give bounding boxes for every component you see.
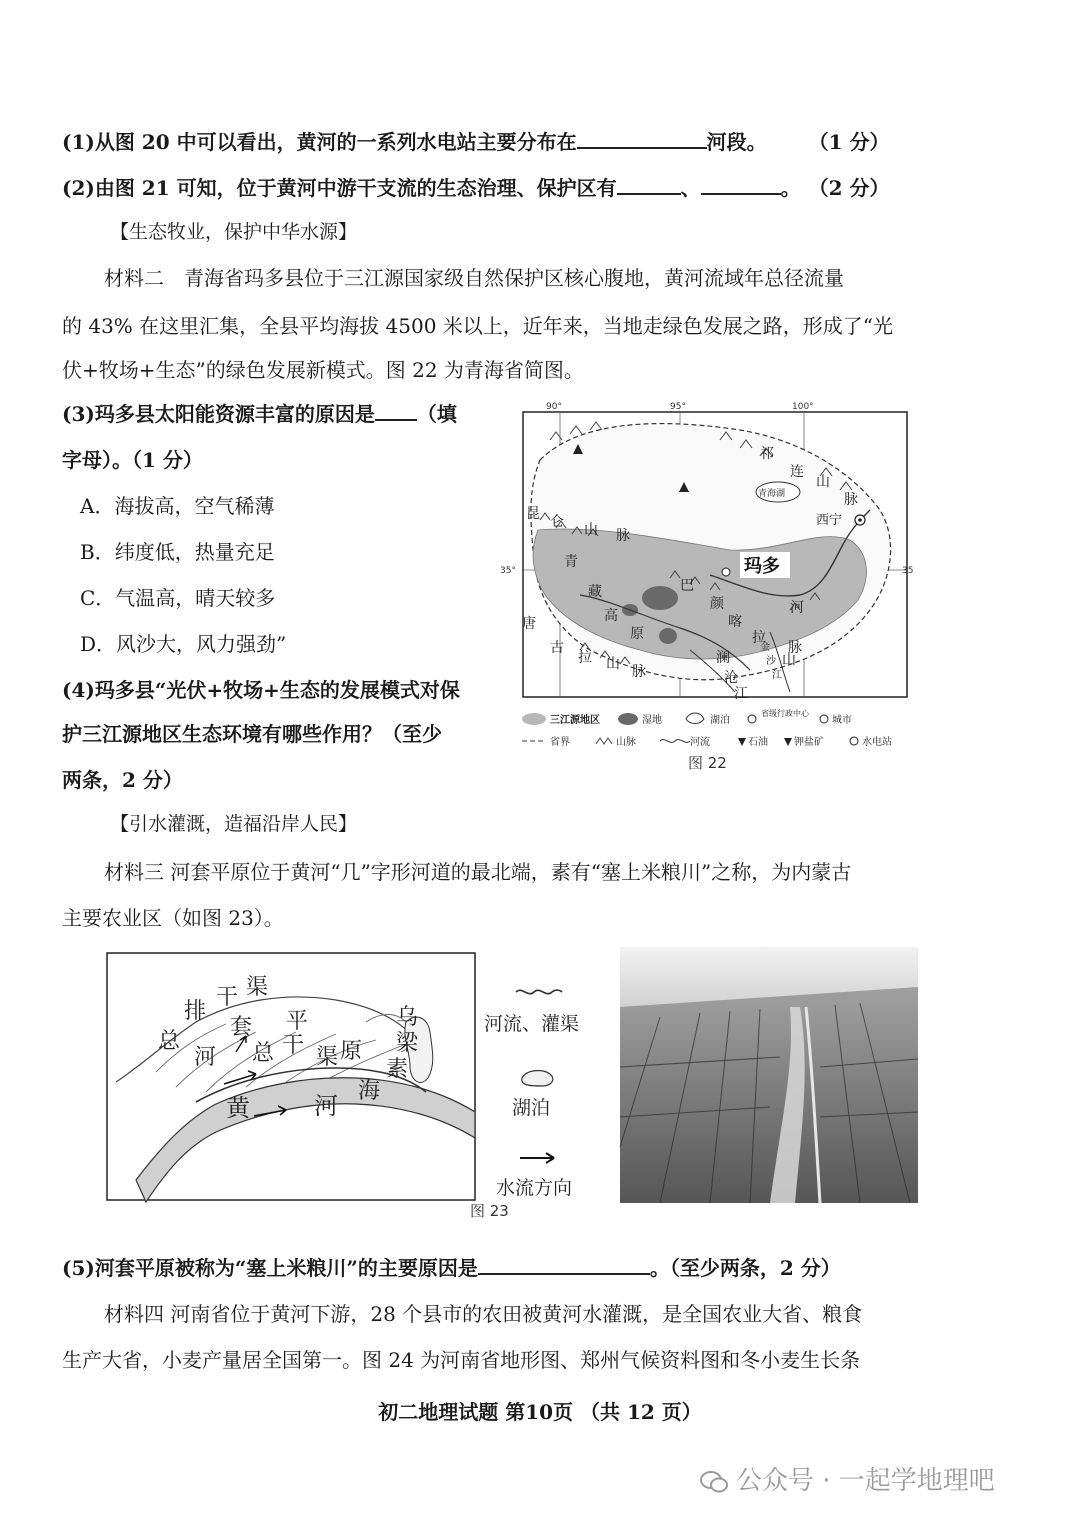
- answer-blank-3[interactable]: [375, 401, 417, 421]
- label-bayankala-5: 山: [782, 652, 796, 668]
- label-hetao-1: 河: [194, 1045, 217, 1070]
- label-lancang-1: 澜: [716, 650, 730, 666]
- legend-mountain: 山脉: [616, 737, 636, 748]
- answer-blank-2a[interactable]: [617, 175, 681, 195]
- option-c[interactable]: C．气温高，晴天较多: [80, 586, 276, 610]
- label-zongpaigan-1: 总: [158, 1029, 181, 1054]
- question-1-text: (1)从图 20 中可以看出，黄河的一系列水电站主要分布在: [62, 130, 577, 154]
- question-2-separator: 、: [680, 176, 701, 200]
- lon-label-90: 90°: [546, 402, 562, 412]
- label-bayankala-2: 颜: [710, 596, 724, 612]
- question-1-suffix: 河段。: [706, 130, 767, 154]
- page-footer: 初二地理试题 第10页 （共 12 页）: [378, 1400, 702, 1424]
- lon-label-95: 95°: [670, 402, 686, 412]
- option-d[interactable]: D．风沙大，风力强劲”: [80, 632, 287, 656]
- label-qilian-2: 连: [790, 464, 804, 480]
- figure-22-caption: 图 22: [688, 754, 727, 772]
- question-2-end: 。: [780, 176, 801, 200]
- label-jinsha-2: 沙: [766, 656, 776, 667]
- label-huanghe-1: 黄: [226, 1094, 250, 1122]
- label-jinsha-1: 金: [760, 642, 770, 653]
- label-bayankala-4: 拉: [752, 630, 766, 646]
- material-4-line-1: 材料四 河南省位于黄河下游，28 个县市的农田被黄河水灌溉，是全国农业大省、粮食: [104, 1302, 863, 1326]
- material-2-line-1: 材料二 青海省玛多县位于三江源国家级自然保护区核心腹地，黄河流域年总径流量: [104, 266, 844, 290]
- section-heading-2: 【生态牧业，保护中华水源】: [110, 221, 358, 243]
- label-tanggula-3: 拉: [578, 650, 592, 666]
- legend-city: 城市: [832, 715, 852, 726]
- maduo-city-marker: [722, 568, 730, 576]
- label-huanghe-2: 河: [314, 1092, 338, 1120]
- legend-capital: 省级行政中心: [761, 709, 809, 718]
- label-kunlun-2: 仑: [550, 514, 564, 530]
- label-wuliangsuhai-2: 梁: [396, 1031, 419, 1056]
- question-2-score: （2 分）: [818, 176, 890, 200]
- lat-label-right: 35: [902, 566, 914, 576]
- watermark: [700, 1460, 995, 1497]
- label-xining: 西宁: [816, 513, 843, 528]
- label-wuliangsuhai-4: 海: [358, 1079, 381, 1104]
- legend-river-symbol: [516, 990, 562, 994]
- material-2-line-3: 伏+牧场+生态”的绿色发展新模式。图 22 为青海省简图。: [62, 358, 584, 382]
- label-maduo: 玛多: [744, 556, 780, 577]
- label-wuliangsuhai-3: 素: [386, 1057, 409, 1082]
- legend-lake: 湖泊: [512, 1097, 551, 1119]
- legend-flow-arrow: [520, 1153, 554, 1163]
- label-zonggan-2: 干: [282, 1033, 305, 1058]
- legend-sanjiangyuan: 三江源地区: [550, 715, 600, 726]
- legend-lake-symbol: [522, 1071, 553, 1086]
- figure-23-hetao-map: [106, 952, 476, 1202]
- label-lancang-2: 沧: [724, 670, 738, 686]
- legend-lake: 湖泊: [710, 715, 730, 726]
- question-3-line-1: [62, 400, 457, 428]
- label-bayankala-1: 巴: [680, 578, 694, 594]
- legend-border: 省界: [550, 737, 570, 748]
- label-zongpaigan-4: 渠: [246, 975, 269, 1000]
- option-b[interactable]: B．纬度低，热量充足: [80, 540, 275, 564]
- material-4-line-2: 生产大省，小麦产量居全国第一。图 24 为河南省地形图、郑州气候资料图和冬小麦生长条: [62, 1348, 861, 1372]
- answer-blank-5[interactable]: [478, 1255, 650, 1275]
- label-qingzang-1: 青: [564, 554, 578, 570]
- watermark-text: 公众号 · 一起学地理吧: [736, 1466, 995, 1496]
- label-tanggula-2: 古: [550, 640, 564, 656]
- label-qingzang-2: 藏: [588, 584, 602, 600]
- question-5-text: (5)河套平原被称为“塞上米粮川”的主要原因是: [62, 1256, 478, 1280]
- label-he: 河: [790, 600, 804, 616]
- question-4-line-1: (4)玛多县“光伏+牧场+生态的发展模式对保: [62, 678, 460, 702]
- label-hetao-3: 平: [286, 1009, 309, 1034]
- label-zonggan-1: 总: [252, 1041, 275, 1066]
- question-4-line-3: 两条，2 分）: [62, 768, 183, 792]
- figure-23-caption: 图 23: [470, 1202, 509, 1220]
- label-bayankala-3: 喀: [728, 614, 742, 630]
- question-3-fill-hint: （填: [416, 402, 457, 426]
- question-2-text: (2)由图 21 可知，位于黄河中游干支流的生态治理、保护区有: [62, 176, 617, 200]
- hetao-aerial-photo: [620, 947, 918, 1203]
- label-lancang-3: 江: [734, 686, 748, 702]
- question-1: [62, 128, 890, 156]
- legend-wetland: 湿地: [642, 715, 662, 726]
- question-2: [62, 174, 890, 202]
- label-kunlun-1: 昆: [526, 506, 540, 522]
- legend-hydro: 水电站: [862, 737, 892, 748]
- label-qingzang-4: 原: [630, 626, 644, 642]
- label-zongpaigan-3: 干: [216, 985, 239, 1010]
- label-kunlun-4: 脉: [616, 528, 630, 544]
- label-qilian-4: 脉: [844, 492, 858, 508]
- figure-23-legend: [482, 982, 602, 1202]
- answer-blank-1[interactable]: [577, 129, 707, 149]
- figure-22-qinghai-map: [500, 400, 915, 702]
- question-3-text: (3)玛多县太阳能资源丰富的原因是: [62, 402, 375, 426]
- label-tanggula-5: 脉: [632, 664, 646, 680]
- material-2-line-2: 的 43% 在这里汇集，全县平均海拔 4500 米以上，近年来，当地走绿色发展之路，形成了“光: [62, 314, 894, 338]
- wetland-area: [642, 586, 678, 610]
- answer-blank-2b[interactable]: [701, 175, 781, 195]
- label-bayankala-6: 脉: [788, 640, 802, 656]
- lon-label-100: 100°: [792, 402, 814, 412]
- lat-label-left: 35°: [500, 566, 516, 576]
- legend-river-canal: 河流、灌渠: [484, 1013, 580, 1035]
- label-hetao-4: 原: [340, 1039, 363, 1064]
- legend-flow-direction: 水流方向: [496, 1177, 573, 1199]
- label-hetao-2: 套: [230, 1015, 253, 1040]
- label-qilian-3: 山: [816, 474, 830, 490]
- question-5-end: 。（至少两条，2 分）: [649, 1256, 841, 1280]
- figure-22-legend: [520, 708, 915, 752]
- legend-oil: 石油: [748, 737, 768, 748]
- legend-potash: 钾盐矿: [794, 737, 824, 748]
- question-5: [62, 1254, 841, 1282]
- material-3-line-2: 主要农业区（如图 23）。: [62, 906, 284, 930]
- section-heading-3: 【引水灌溉，造福沿岸人民】: [110, 813, 358, 835]
- legend-river: 河流: [690, 737, 710, 748]
- wechat-icon: [700, 1471, 728, 1493]
- xining-capital-dot: [858, 518, 862, 522]
- label-zongpaigan-2: 排: [184, 999, 207, 1024]
- label-jinsha-3: 江: [772, 670, 782, 681]
- label-wuliangsuhai-1: 乌: [396, 1005, 419, 1030]
- option-a[interactable]: A．海拔高，空气稀薄: [80, 494, 275, 518]
- material-3-line-1: 材料三 河套平原位于黄河“几”字形河道的最北端，素有“塞上米粮川”之称，为内蒙古: [104, 860, 852, 884]
- label-zonggan-3: 渠: [316, 1045, 339, 1070]
- label-kunlun-3: 山: [584, 522, 598, 538]
- label-tanggula-1: 唐: [522, 616, 536, 632]
- wetland-area: [659, 628, 677, 644]
- question-3-line-2: 字母）。（1 分）: [62, 448, 203, 472]
- label-qilian-1: 祁: [760, 446, 774, 462]
- label-tanggula-4: 山: [606, 656, 620, 672]
- question-4-line-2: 护三江源地区生态环境有哪些作用？（至少: [62, 722, 442, 746]
- label-qingzang-3: 高: [604, 608, 618, 624]
- label-qinghaihu: 青海湖: [758, 489, 786, 499]
- question-1-score: （1 分）: [818, 130, 890, 154]
